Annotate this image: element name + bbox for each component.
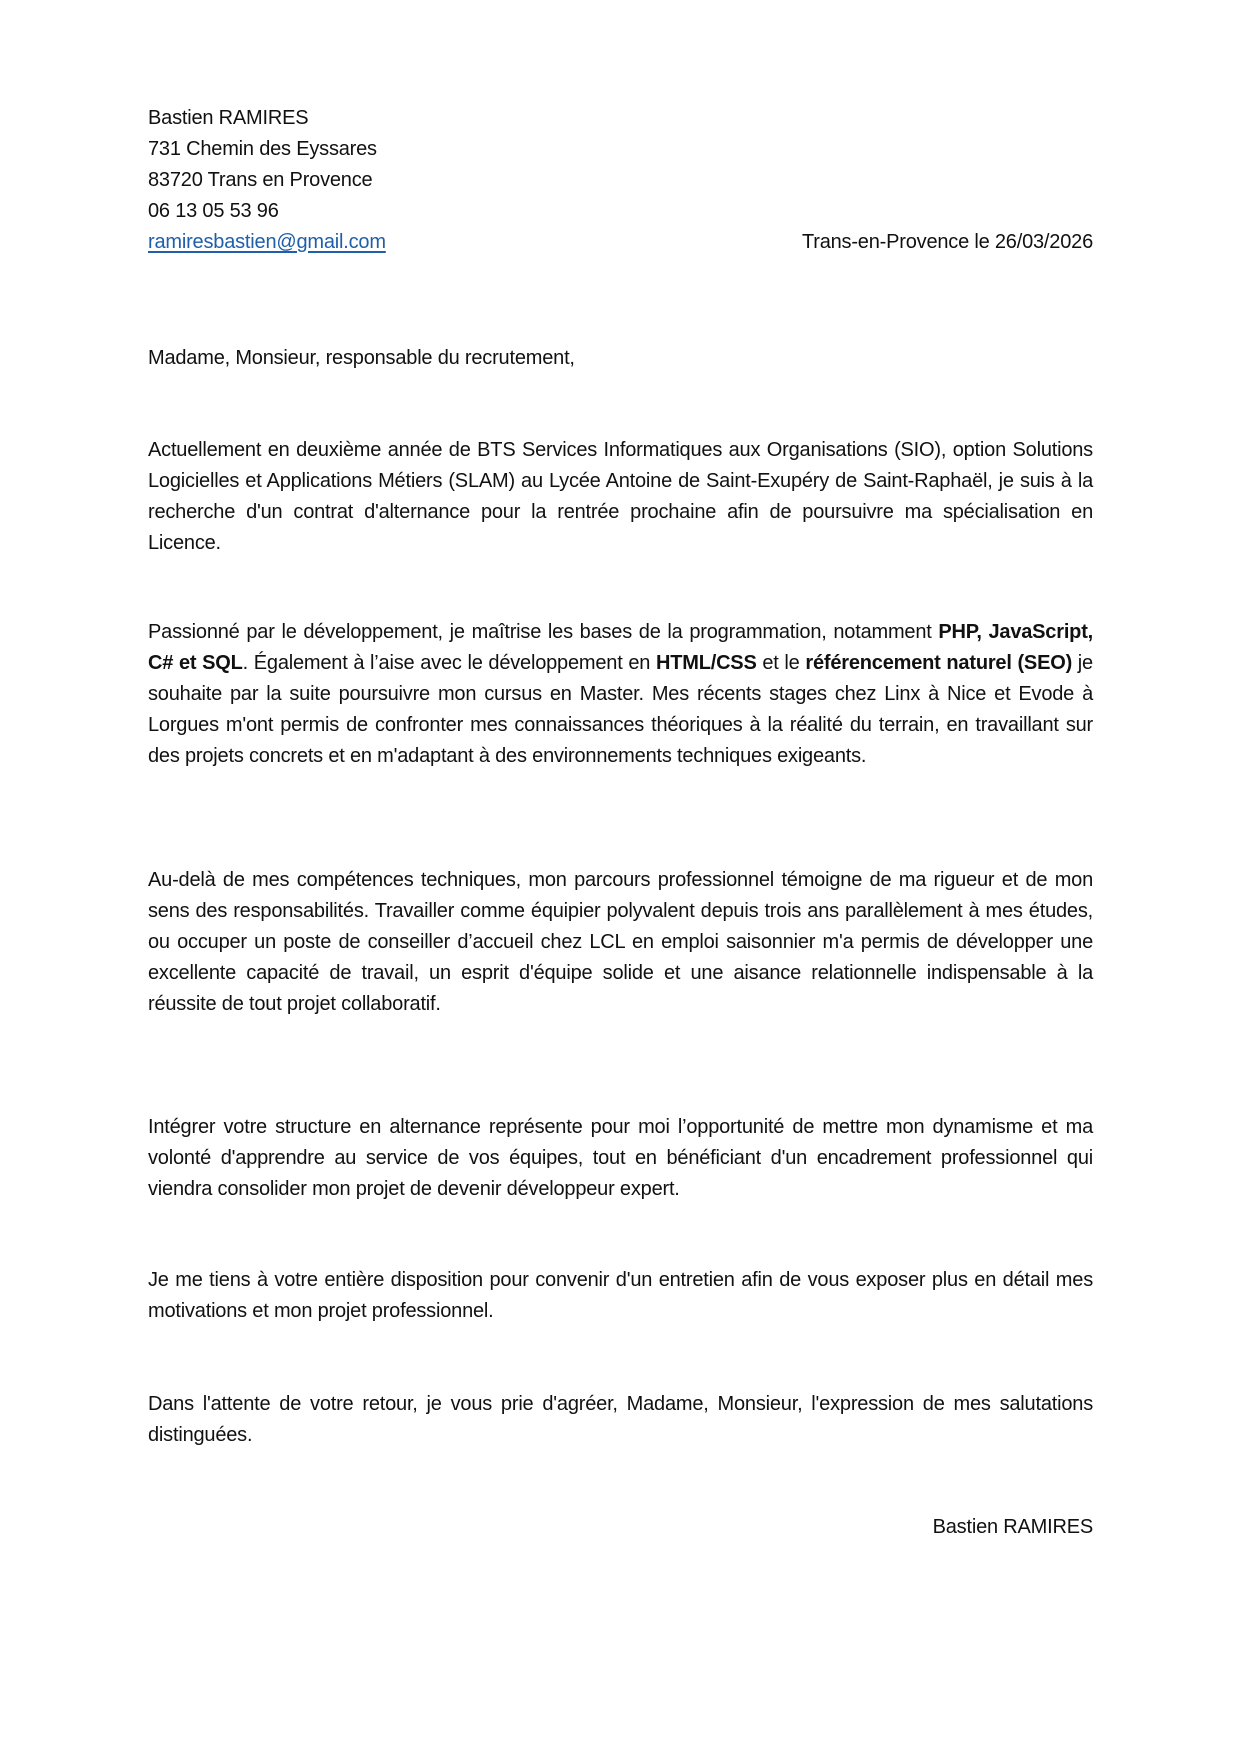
paragraph-closing: Dans l'attente de votre retour, je vous prie d'agréer, Madame, Monsieur, l'expression de mes salutations distinguées.: [148, 1393, 1093, 1446]
signature: Bastien RAMIRES: [932, 1516, 1093, 1538]
sender-address-line1: 731 Chemin des Eyssares: [148, 138, 377, 160]
place-date: Trans-en-Provence le 26/03/2026: [801, 231, 1093, 253]
skills-text-1: Passionné par le développement, je maîtrise les bases de la programmation, notamment: [148, 621, 939, 643]
skills-web: HTML/CSS: [655, 652, 757, 674]
paragraph-intro: Actuellement en deuxième année de BTS Services Informatiques aux Organisations (SIO), option Solutions Logicielles et Applications Métiers (SLAM) au Lycée Antoine de Saint-Exupéry de Saint-Raphaël, je suis à la recherche d'un contrat d'alternance pour la rentrée prochaine afin de poursuivre ma spécialisation en Licence.: [148, 439, 1093, 554]
sender-name: Bastien RAMIRES: [148, 107, 309, 129]
skills-text-2: . Également à l’aise avec le développement en: [242, 652, 656, 674]
email-date-row: [148, 227, 1093, 258]
paragraph-skills: [148, 617, 1093, 772]
sender-block: [148, 103, 1093, 258]
sender-phone: 06 13 05 53 96: [148, 200, 279, 222]
sender-address-line2: 83720 Trans en Provence: [148, 169, 373, 191]
skills-languages: PHP, JavaScript, C# et SQL: [148, 621, 1094, 674]
paragraph-experience: Au-delà de mes compétences techniques, mon parcours professionnel témoigne de ma rigueur et de mon sens des responsabilités. Travailler comme équipier polyvalent depuis trois ans parallèlement à mes études, ou occuper un poste de conseiller d’accueil chez LCL en emploi saisonnier m'a permis de développer une excellente capacité de travail, un esprit d'équipe solide et une aisance relationnelle indispensable à la réussite de tout projet collaboratif.: [148, 869, 1093, 1015]
skills-text-4: je souhaite par la suite poursuivre mon cursus en Master. Mes récents stages chez Linx à Nice et Evode à Lorgues m'ont permis de confronter mes connaissances théoriques à la réalité du terrain, en travaillant sur des projets concrets et en m'adaptant à des environnements techniques exigeants.: [148, 652, 1093, 767]
sender-email-link[interactable]: ramiresbastien@gmail.com: [148, 231, 386, 253]
skills-seo: référencement naturel (SEO): [805, 652, 1073, 674]
salutation: Madame, Monsieur, responsable du recrutement,: [148, 347, 575, 369]
paragraph-motivation: Intégrer votre structure en alternance représente pour moi l’opportunité de mettre mon dynamisme et ma volonté d'apprendre au service de vos équipes, tout en bénéficiant d'un encadrement professionnel qui viendra consolider mon projet de devenir développeur expert.: [148, 1116, 1093, 1200]
paragraph-availability: Je me tiens à votre entière disposition pour convenir d'un entretien afin de vous exposer plus en détail mes motivations et mon projet professionnel.: [148, 1269, 1093, 1322]
skills-text-3: et le: [756, 652, 806, 674]
